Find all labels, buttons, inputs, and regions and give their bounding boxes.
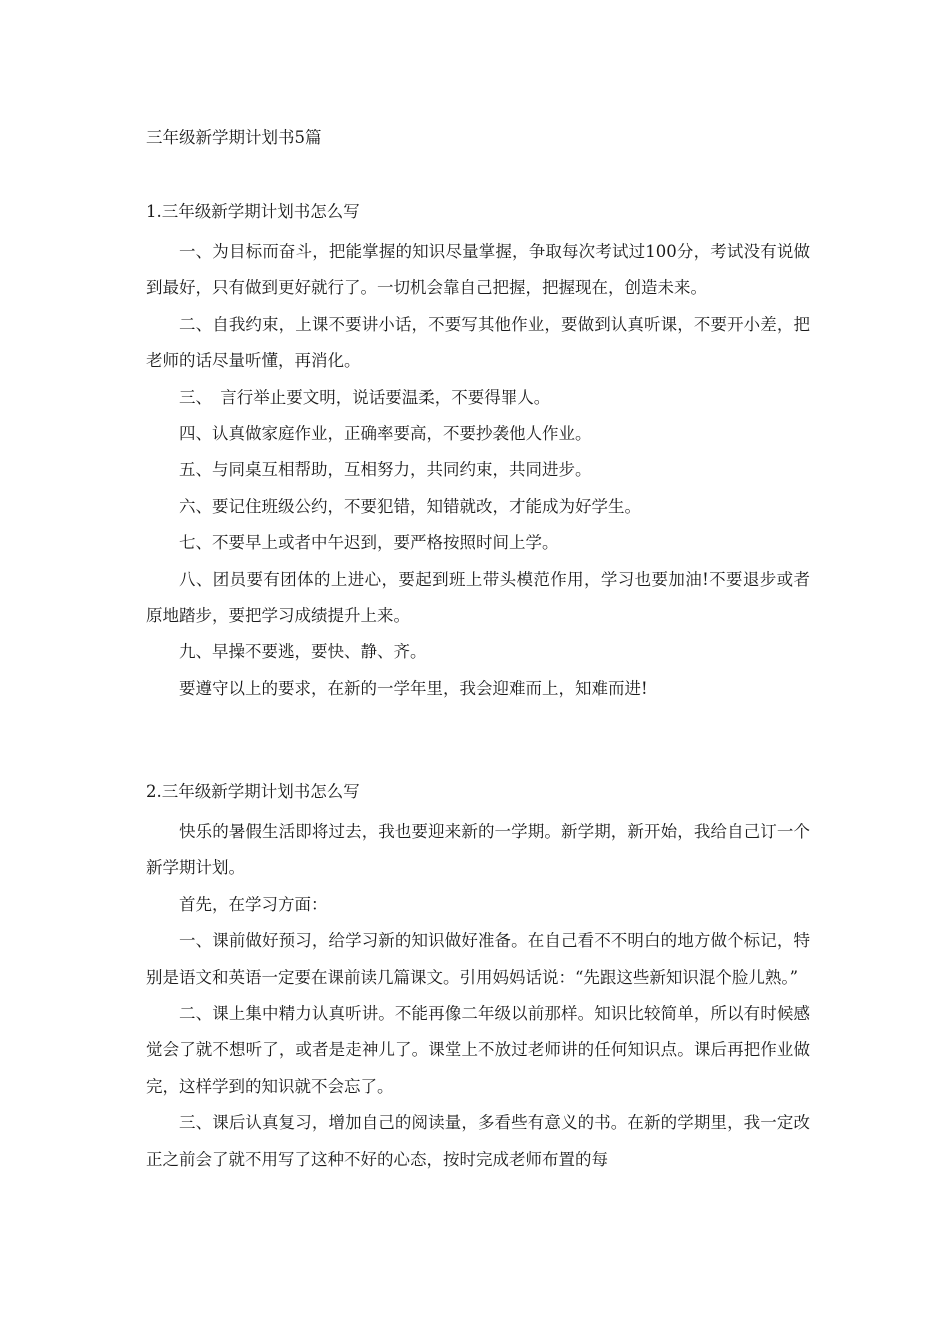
paragraph: 三、课后认真复习，增加自己的阅读量，多看些有意义的书。在新的学期里，我一定改正之前会了就不用写了这种不好的心态，按时完成老师布置的每 — [146, 1113, 810, 1169]
section-heading: 1.三年级新学期计划书怎么写 — [146, 202, 360, 221]
paragraph: 快乐的暑假生活即将过去，我也要迎来新的一学期。新学期，新开始，我给自己订一个新学期计划。 — [146, 822, 810, 878]
section-1 — [146, 198, 810, 707]
paragraph: 五、与同桌互相帮助，互相努力，共同约束，共同进步。 — [179, 460, 592, 480]
paragraph: 六、要记住班级公约，不要犯错，知错就改，才能成为好学生。 — [179, 496, 641, 516]
paragraph: 要遵守以上的要求，在新的一学年里，我会迎难而上，知难而进! — [179, 678, 648, 698]
paragraph: 二、自我约束，上课不要讲小话，不要写其他作业，要做到认真听课，不要开小差，把老师的话尽量听懂，再消化。 — [146, 314, 810, 371]
section-heading: 2.三年级新学期计划书怎么写 — [146, 782, 360, 801]
paragraph: 一、为目标而奋斗，把能掌握的知识尽量掌握，争取每次考试过100分，考试没有说做到最好，只有做到更好就行了。一切机会靠自己把握，把握现在，创造未来。 — [146, 242, 810, 298]
paragraph: 首先，在学习方面： — [179, 894, 328, 914]
paragraph: 二、课上集中精力认真听讲。不能再像二年级以前那样。知识比较简单，所以有时候感觉会了就不想听了，或者是走神儿了。课堂上不放过老师讲的任何知识点。课后再把作业做完，这样学到的知识就不会忘了。 — [146, 1004, 810, 1096]
section-2 — [146, 778, 810, 1178]
paragraph: 三、 言行举止要文明，说话要温柔，不要得罪人。 — [179, 387, 551, 407]
paragraph: 四、认真做家庭作业，正确率要高，不要抄袭他人作业。 — [179, 424, 592, 444]
paragraph: 一、课前做好预习，给学习新的知识做好准备。在自己看不不明白的地方做个标记，特别是语文和英语一定要在课前读几篇课文。引用妈妈话说：“先跟这些新知识混个脸儿熟。” — [146, 931, 810, 987]
document-page — [146, 0, 810, 1344]
paragraph: 八、团员要有团体的上进心，要起到班上带头模范作用，学习也要加油!不要退步或者原地踏步，要把学习成绩提升上来。 — [146, 569, 810, 626]
paragraph: 七、不要早上或者中午迟到，要严格按照时间上学。 — [179, 533, 559, 553]
paragraph: 九、早操不要逃，要快、静、齐。 — [179, 642, 427, 662]
document-title: 三年级新学期计划书5篇 — [146, 128, 322, 147]
